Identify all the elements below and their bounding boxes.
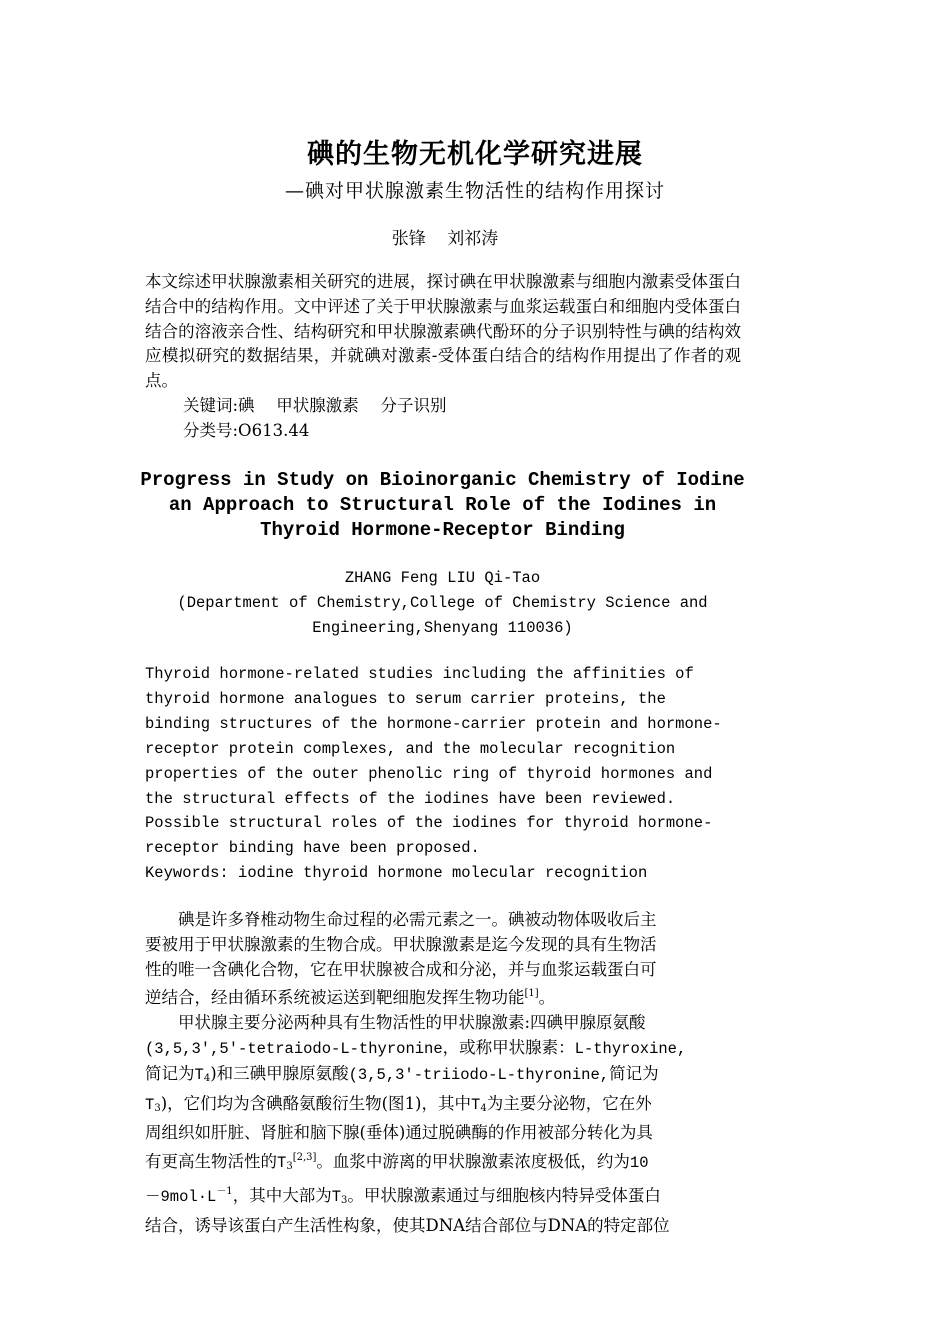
- body-line: 甲状腺主要分泌两种具有生物活性的甲状腺激素:四碘甲腺原氨酸: [145, 1013, 646, 1033]
- title-en-line: an Approach to Structural Role of the Iodines in: [168, 494, 717, 516]
- body-line: (3,5,3',5'-tetraiodo-L-thyronine，或称甲状腺素：L-thyroxine,: [145, 1037, 687, 1058]
- body-text: [145, 908, 741, 1239]
- abstract-en-line: the structural effects of the iodines have been reviewed.: [145, 789, 676, 808]
- citation-2-3: [2,3]: [292, 1152, 317, 1164]
- authors-en-block: [0, 566, 885, 641]
- body-line: 逆结合，经由循环系统被运送到靶细胞发挥生物功能[1]。: [145, 988, 556, 1008]
- body-line: 碘是许多脊椎动物生命过程的必需元素之一。碘被动物体吸收后主: [145, 910, 657, 929]
- abstract-en: [145, 662, 745, 886]
- abstract-en-line: receptor binding have been proposed.: [145, 839, 480, 858]
- subtitle-zh: —碘对甲状腺激素生物活性的结构作用探讨: [284, 180, 665, 202]
- abstract-en-line: thyroid hormone analogues to serum carrier proteins, the: [145, 689, 666, 708]
- title-en-line: Progress in Study on Bioinorganic Chemistry of Iodine: [140, 469, 745, 491]
- affiliation-en-line: (Department of Chemistry,College of Chemistry Science and: [177, 594, 708, 612]
- citation-1: [1]: [524, 988, 539, 1000]
- abstract-zh: [145, 270, 741, 444]
- author-zh-2: 刘祁涛: [447, 229, 499, 249]
- body-line: 简记为$T_4$)和三碘甲腺原氨酸(3,5,3'-triiodo-L-thyronine,简记为: [145, 1063, 659, 1084]
- body-line: 有更高生物活性的$T_3[2,3]$。血浆中游离的甲状腺激素浓度极低，约为10: [145, 1152, 649, 1173]
- abstract-en-line: receptor protein complexes, and the molecular recognition: [145, 739, 676, 758]
- affiliation-en-line: Engineering,Shenyang 110036): [312, 619, 573, 637]
- authors-en: ZHANG Feng LIU Qi-Tao: [344, 569, 541, 587]
- body-line: 性的唯一含碘化合物，它在甲状腺被合成和分泌，并与血浆运载蛋白可: [145, 959, 657, 979]
- body-line: 结合，诱导该蛋白产生活性构象，使其DNA结合部位与DNA的特定部位: [145, 1215, 670, 1235]
- abstract-en-line: Possible structural roles of the iodines for thyroid hormone-: [145, 814, 713, 833]
- title-en: [0, 468, 885, 543]
- abstract-en-line: binding structures of the hormone-carrier protein and hormone-: [145, 714, 722, 733]
- authors-zh: [0, 224, 890, 249]
- body-paragraph-1: [145, 908, 741, 1011]
- body-line: 要被用于甲状腺激素的生物合成。甲状腺激素是迄今发现的具有生物活: [145, 934, 657, 954]
- body-paragraph-2: [145, 1011, 741, 1238]
- title-en-line: Thyroid Hormone-Receptor Binding: [260, 519, 625, 541]
- abstract-zh-text: 本文综述甲状腺激素相关研究的进展，探讨碘在甲状腺激素与细胞内激素受体蛋白结合中的结构作用。文中评述了关于甲状腺激素与血浆运载蛋白和细胞内受体蛋白结合的溶液亲合性、结构研究和甲状腺激素碘代酚环的分子识别特性与碘的结构效应模拟研究的数据结果，并就碘对激素-受体蛋白结合的结构作用提出了作者的观点。: [145, 272, 741, 391]
- author-zh-1: 张锋: [391, 229, 426, 249]
- body-line: 周组织如肝脏、肾脏和脑下腺(垂体)通过脱碘酶的作用被部分转化为具: [145, 1123, 653, 1143]
- body-line: $T_3$)，它们均为含碘酪氨酸衍生物(图1)，其中$T_4$为主要分泌物，它在外: [145, 1093, 652, 1114]
- abstract-en-line: Thyroid hormone-related studies including the affinities of: [145, 665, 694, 683]
- keywords-en: Keywords: iodine thyroid hormone molecular recognition: [145, 864, 648, 883]
- title-zh: 碘的生物无机化学研究进展: [307, 139, 643, 170]
- keywords-zh: 关键词:碘 甲状腺激素 分子识别: [183, 395, 447, 415]
- classification-zh: 分类号:O613.44: [183, 420, 310, 440]
- body-line: $-9mol\cdot L^{-1}$，其中大部为$T_3$。甲状腺激素通过与细胞核内特异受体蛋白: [145, 1185, 661, 1206]
- abstract-en-line: properties of the outer phenolic ring of thyroid hormones and: [145, 764, 713, 783]
